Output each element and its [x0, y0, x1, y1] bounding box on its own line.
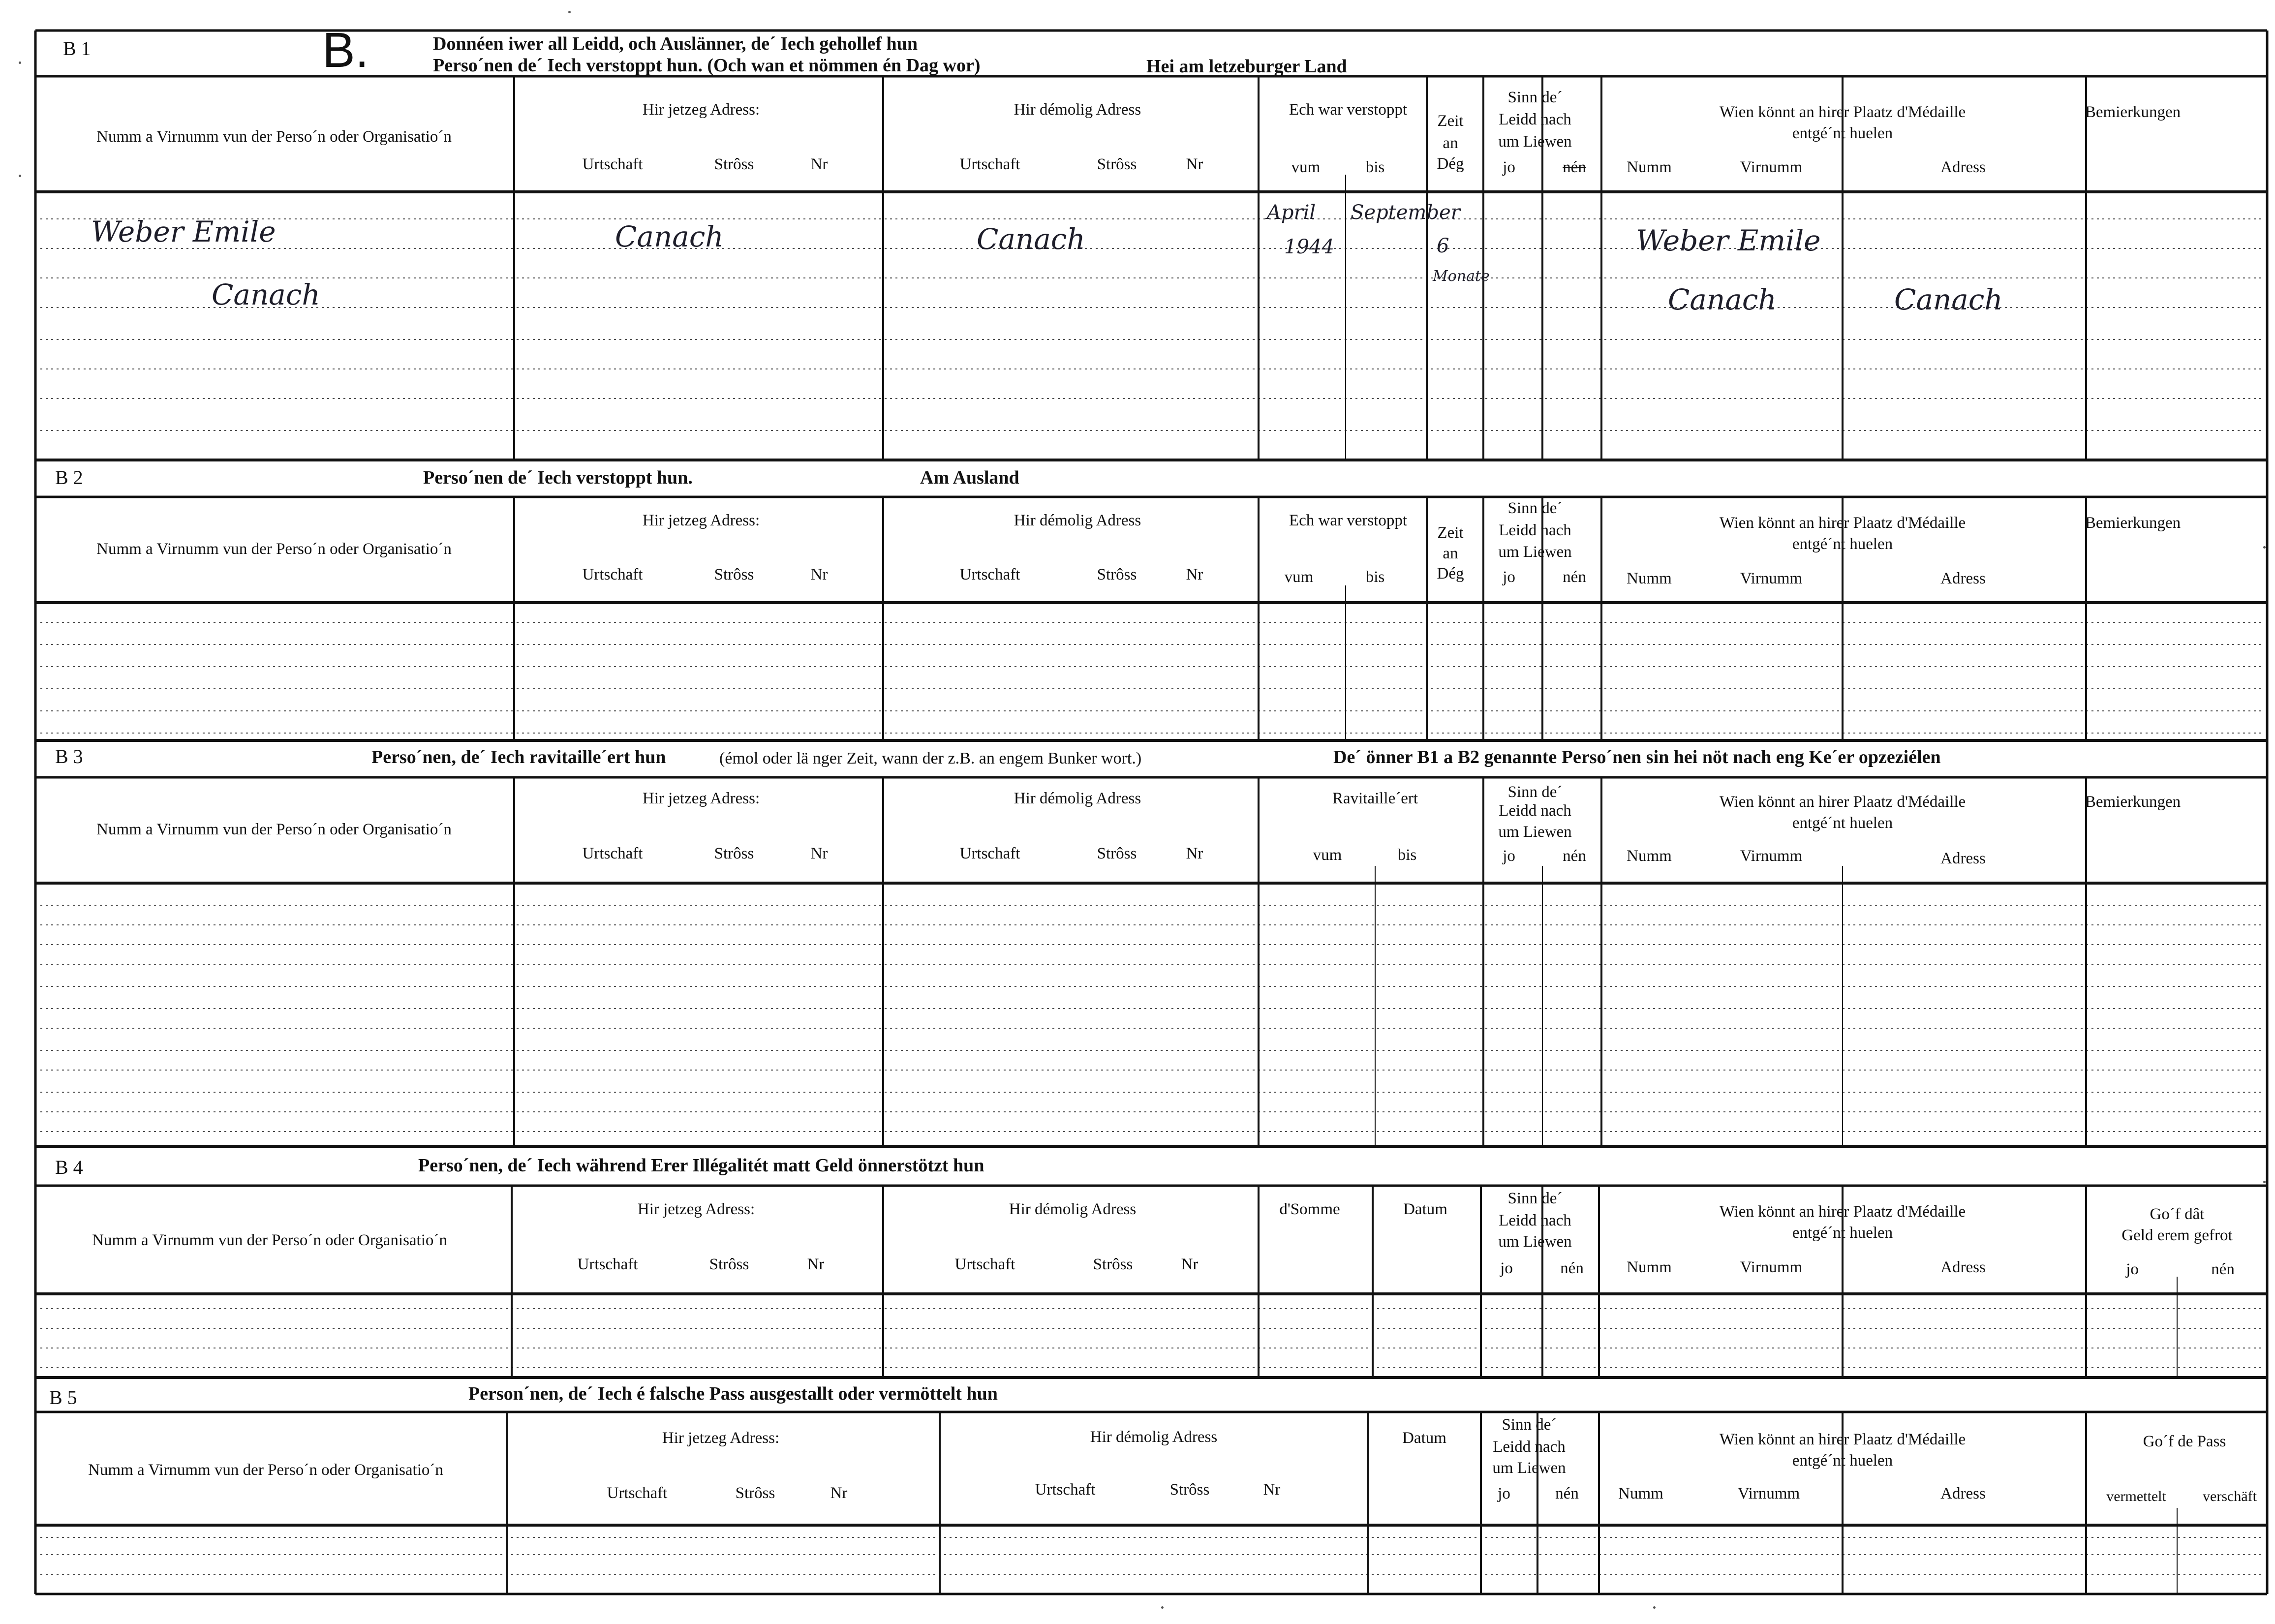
b2-col-current-address: Hir jetzeg Adress:	[642, 512, 760, 529]
b5-col-relatives-2: Leidd nach	[1493, 1438, 1566, 1456]
b4-col-nr: Nr	[807, 1256, 825, 1273]
b2-col-time-2: an	[1443, 545, 1458, 562]
section-id-b3: B 3	[55, 745, 83, 767]
b3-col-relatives-1: Sinn de´	[1507, 783, 1563, 801]
b1-col-surname: Numm	[1627, 158, 1672, 176]
section-id-b5: B 5	[49, 1386, 77, 1409]
b2-col-street: Strôss	[714, 566, 754, 583]
b4-col-relatives-1: Sinn de´	[1507, 1190, 1563, 1207]
section-id-b4: B 4	[55, 1156, 83, 1178]
b4-col-relatives-3: um Liewen	[1498, 1233, 1572, 1251]
b1-entry-hidden-year: 1944	[1284, 236, 1334, 258]
b2-col-time-3: Dég	[1437, 565, 1464, 582]
b3-col-remarks: Bemierkungen	[2085, 793, 2181, 811]
b3-col-relatives-3: um Liewen	[1498, 823, 1572, 841]
b4-col-old-address: Hir démolig Adress	[1009, 1200, 1137, 1218]
b1-entry-hidden-from: April	[1267, 201, 1316, 224]
b2-col-yes: jo	[1503, 568, 1515, 586]
b5-col-firstname: Virnumm	[1737, 1485, 1800, 1502]
b1-col-nr: Nr	[810, 155, 828, 173]
b1-col-yes: jo	[1503, 158, 1515, 176]
b1-col-old-town: Urtschaft	[959, 155, 1020, 173]
scan-speck	[568, 11, 571, 13]
b5-col-nr: Nr	[830, 1484, 848, 1502]
b3-col-street: Strôss	[714, 845, 754, 862]
b3-col-medal-2: entgé´nt huelen	[1792, 814, 1893, 832]
b1-entry-old-town: Canach	[977, 222, 1085, 256]
b3-col-current-address: Hir jetzeg Adress:	[642, 790, 760, 807]
b5-col-surname: Numm	[1618, 1485, 1663, 1502]
b4-col-money-2: Geld erem gefrot	[2121, 1226, 2233, 1244]
b2-col-to: bis	[1365, 568, 1385, 586]
b1-col-address: Adress	[1940, 158, 1986, 176]
b4-title: Perso´nen, de´ Iech während Erer Illégalitét matt Geld önnerstötzt hun	[418, 1155, 984, 1176]
b5-col-pass-mediated: vermettelt	[2106, 1488, 2166, 1504]
b1-col-relatives-2: Leidd nach	[1499, 111, 1571, 128]
b1-entry-medal-address: Canach	[1894, 283, 2003, 316]
b4-col-surname: Numm	[1627, 1258, 1672, 1276]
b1-col-current-address: Hir jetzeg Adress:	[642, 101, 760, 119]
b5-col-pass-procured: verschäft	[2203, 1488, 2257, 1504]
b5-col-medal-1: Wien könnt an hirer Plaatz d'Médaille	[1719, 1431, 1966, 1448]
b1-col-time-2: an	[1443, 134, 1458, 152]
scan-speck	[19, 61, 21, 64]
b1-entry-time-unit: Monate	[1433, 268, 1490, 285]
b4-col-money-1: Go´f dât	[2150, 1205, 2205, 1223]
b5-col-street: Strôss	[735, 1484, 775, 1502]
b2-col-relatives-1: Sinn de´	[1507, 499, 1563, 517]
b2-col-surname: Numm	[1627, 570, 1672, 587]
b1-col-old-address: Hir démolig Adress	[1014, 101, 1141, 119]
b5-col-relatives-1: Sinn de´	[1502, 1416, 1557, 1434]
b3-col-old-town: Urtschaft	[959, 845, 1020, 862]
b5-col-medal-2: entgé´nt huelen	[1792, 1452, 1893, 1470]
b1-col-old-nr: Nr	[1186, 155, 1203, 173]
b5-col-old-street: Strôss	[1169, 1481, 1210, 1499]
b2-col-relatives-2: Leidd nach	[1499, 521, 1571, 539]
b1-col-medal-1: Wien könnt an hirer Plaatz d'Médaille	[1719, 103, 1966, 121]
b5-col-yes: jo	[1498, 1485, 1510, 1502]
b4-col-relatives-2: Leidd nach	[1499, 1212, 1571, 1229]
b3-col-town: Urtschaft	[582, 845, 643, 862]
b4-col-date: Datum	[1403, 1200, 1447, 1218]
b3-col-firstname: Virnumm	[1740, 847, 1803, 865]
b3-col-address: Adress	[1940, 850, 1986, 867]
b4-col-name: Numm a Virnumm vun der Perso´n oder Organisatio´n	[92, 1231, 447, 1249]
b4-col-current-address: Hir jetzeg Adress:	[637, 1200, 755, 1218]
b4-col-old-nr: Nr	[1181, 1256, 1199, 1273]
b2-col-remarks: Bemierkungen	[2085, 514, 2181, 532]
b2-col-old-address: Hir démolig Adress	[1014, 512, 1141, 529]
b3-col-yes: jo	[1503, 847, 1515, 865]
b2-col-from: vum	[1284, 568, 1314, 586]
b1-col-medal-2: entgé´nt huelen	[1792, 124, 1893, 142]
b1-col-old-street: Strôss	[1097, 155, 1137, 173]
b4-col-old-street: Strôss	[1093, 1256, 1133, 1273]
b5-col-address: Adress	[1940, 1485, 1986, 1502]
b2-title: Perso´nen de´ Iech verstoppt hun.	[423, 467, 693, 488]
b5-col-current-address: Hir jetzeg Adress:	[662, 1429, 780, 1447]
b2-col-town: Urtschaft	[582, 566, 643, 583]
b1-col-street: Strôss	[714, 155, 754, 173]
b1-col-time-3: Dég	[1437, 155, 1464, 173]
form-header-land: Hei am letzeburger Land	[1146, 56, 1347, 77]
b1-col-remarks: Bemierkungen	[2085, 103, 2181, 121]
b3-col-from: vum	[1313, 846, 1342, 864]
b2-subtitle: Am Ausland	[920, 467, 1019, 488]
b4-col-firstname: Virnumm	[1740, 1258, 1803, 1276]
b4-col-address: Adress	[1940, 1258, 1986, 1276]
b1-col-firstname: Virnumm	[1740, 158, 1803, 176]
b3-col-old-address: Hir démolig Adress	[1014, 790, 1141, 807]
b4-col-street: Strôss	[709, 1256, 749, 1273]
b3-col-old-street: Strôss	[1097, 845, 1137, 862]
b4-col-sum: d'Somme	[1279, 1200, 1340, 1218]
b2-col-old-nr: Nr	[1186, 566, 1203, 583]
b1-entry-name: Weber Emile	[91, 215, 276, 248]
b1-col-no: nén	[1563, 158, 1586, 176]
b3-col-relatives-2: Leidd nach	[1499, 802, 1571, 820]
b1-entry-medal-name: Weber Emile	[1636, 224, 1821, 257]
b2-col-time-1: Zeit	[1437, 524, 1464, 542]
form-header-line1: Donnéen iwer all Leidd, och Auslänner, de´ Iech gehollef hun	[433, 33, 918, 54]
b3-col-medal-1: Wien könnt an hirer Plaatz d'Médaille	[1719, 793, 1966, 811]
b2-col-relatives-3: um Liewen	[1498, 543, 1572, 561]
scan-speck	[1653, 1606, 1656, 1609]
b2-col-hidden: Ech war verstoppt	[1289, 512, 1408, 529]
b5-col-name: Numm a Virnumm vun der Perso´n oder Organisatio´n	[88, 1461, 443, 1479]
b4-col-money-yes: jo	[2126, 1260, 2139, 1278]
b1-entry-name-town: Canach	[212, 278, 320, 311]
b3-col-to: bis	[1397, 846, 1417, 864]
scan-speck	[2263, 546, 2266, 549]
b3-col-old-nr: Nr	[1186, 845, 1203, 862]
b3-col-no: nén	[1563, 847, 1586, 865]
scan-speck	[2263, 1181, 2266, 1183]
b5-col-relatives-3: um Liewen	[1492, 1459, 1566, 1477]
b3-title-extra: De´ önner B1 a B2 genannte Perso´nen sin hei nöt nach eng Ke´er opzeziélen	[1333, 747, 1941, 767]
b2-col-old-street: Strôss	[1097, 566, 1137, 583]
scan-speck	[19, 175, 21, 177]
b1-col-town: Urtschaft	[582, 155, 643, 173]
b5-col-no: nén	[1555, 1485, 1579, 1502]
b1-col-from: vum	[1291, 158, 1321, 176]
b5-col-date: Datum	[1402, 1429, 1446, 1447]
b1-col-to: bis	[1365, 158, 1385, 176]
b3-col-supplied: Ravitaille´ert	[1332, 790, 1418, 807]
b2-col-address: Adress	[1940, 570, 1986, 587]
b5-col-old-nr: Nr	[1263, 1481, 1281, 1499]
b4-col-money-no: nén	[2211, 1260, 2235, 1278]
b4-col-no: nén	[1560, 1259, 1584, 1277]
b4-col-town: Urtschaft	[577, 1256, 638, 1273]
b3-title-note: (émol oder lä nger Zeit, wann der z.B. an engem Bunker wort.)	[719, 749, 1142, 767]
b3-col-surname: Numm	[1627, 847, 1672, 865]
b2-col-firstname: Virnumm	[1740, 570, 1803, 587]
b3-col-nr: Nr	[810, 845, 828, 862]
b5-col-old-town: Urtschaft	[1035, 1481, 1096, 1499]
b2-col-medal-2: entgé´nt huelen	[1792, 535, 1893, 553]
b2-col-name: Numm a Virnumm vun der Perso´n oder Organisatio´n	[96, 540, 452, 558]
b5-col-pass: Go´f de Pass	[2143, 1433, 2226, 1450]
b4-col-medal-1: Wien könnt an hirer Plaatz d'Médaille	[1719, 1203, 1966, 1221]
b1-entry-hidden-to: September	[1351, 201, 1460, 224]
b1-col-hidden: Ech war verstoppt	[1289, 101, 1408, 119]
b2-col-old-town: Urtschaft	[959, 566, 1020, 583]
section-id-b1: B 1	[63, 37, 91, 60]
section-id-b2: B 2	[55, 466, 83, 489]
b4-col-old-town: Urtschaft	[954, 1256, 1015, 1273]
form-letter: B.	[322, 23, 369, 78]
b3-title: Perso´nen, de´ Iech ravitaille´ert hun	[371, 747, 666, 767]
b2-col-nr: Nr	[810, 566, 828, 583]
b4-col-yes: jo	[1500, 1259, 1513, 1277]
b4-col-medal-2: entgé´nt huelen	[1792, 1224, 1893, 1242]
b3-col-name: Numm a Virnumm vun der Perso´n oder Organisatio´n	[96, 821, 452, 838]
b1-entry-current-town: Canach	[615, 220, 724, 253]
b5-title: Person´nen, de´ Iech é falsche Pass ausgestallt oder vermöttelt hun	[468, 1383, 998, 1404]
b1-entry-time-value: 6	[1437, 235, 1449, 257]
b1-col-relatives-3: um Liewen	[1498, 133, 1572, 151]
b5-col-old-address: Hir démolig Adress	[1090, 1428, 1218, 1446]
b2-col-medal-1: Wien könnt an hirer Plaatz d'Médaille	[1719, 514, 1966, 532]
b1-entry-medal-town: Canach	[1668, 283, 1777, 316]
scan-speck	[1161, 1606, 1164, 1609]
b5-col-town: Urtschaft	[607, 1484, 668, 1502]
b1-col-name: Numm a Virnumm vun der Perso´n oder Organisatio´n	[96, 128, 452, 146]
form-header-line2: Perso´nen de´ Iech verstoppt hun. (Och wan et nömmen én Dag wor)	[433, 55, 981, 76]
b1-col-relatives-1: Sinn de´	[1507, 89, 1563, 106]
b1-col-time-1: Zeit	[1437, 112, 1464, 130]
b2-col-no: nén	[1563, 568, 1586, 586]
